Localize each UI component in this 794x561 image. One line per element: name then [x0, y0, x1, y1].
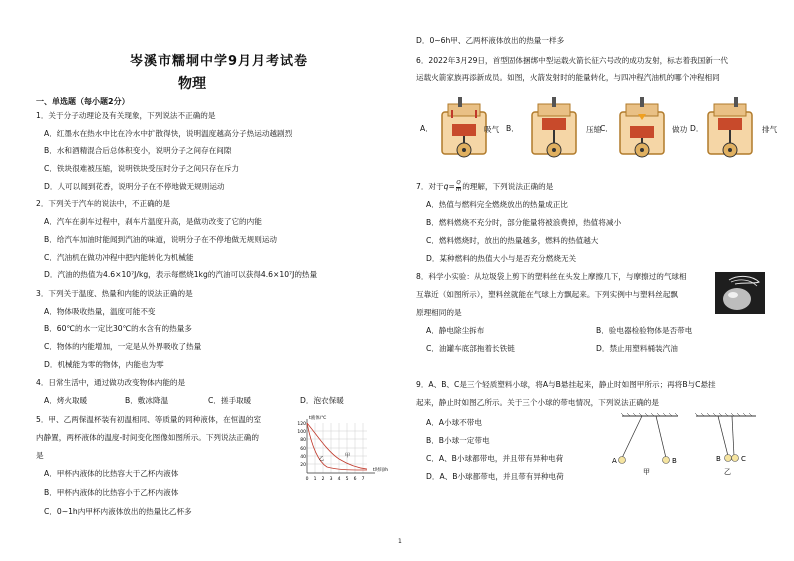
y-tick: 60 — [300, 447, 306, 452]
q9-stem-line1: 9．A、B、C是三个轻质塑料小球，将A与B悬挂起来，静止时如图甲所示；再将B与C悬挂 — [416, 380, 716, 389]
q9-option-d: D．A、B小球都带电，并且带有异种电荷 — [426, 472, 564, 481]
q8-option-d: D．禁止用塑料桶装汽油 — [596, 344, 678, 353]
q5-option-a: A．甲杯内液体的比热容大于乙杯内液体 — [44, 469, 179, 478]
q7-option-b: B．燃料燃烧不充分时，部分能量将被浪费掉，热值将减小 — [426, 218, 622, 227]
q2-option-d: D．汽油的热值为4.6×10⁷J/kg，表示每燃烧1kg的汽油可以获得4.6×10⁷J的热量 — [44, 270, 318, 279]
q5-option-c: C．0~1h内甲杯内液体放出的热量比乙杯多 — [44, 507, 192, 516]
engine-compression-diagram — [524, 96, 584, 166]
x-tick: 3 — [329, 477, 333, 482]
q6-label-power: 做功 — [672, 125, 688, 134]
exam-title: 岑溪市糯垌中学9月月考试卷 — [130, 54, 309, 69]
section-heading: 一、单选题（每小题2分） — [36, 97, 130, 106]
x-tick: 1 — [313, 477, 317, 482]
q1-option-d: D．人可以闻到花香，说明分子在不停地做无规则运动 — [44, 182, 225, 191]
q5-option-d: D．0~6h甲、乙两杯液体放出的热量一样多 — [416, 36, 565, 45]
q1-option-b: B．水和酒精混合后总体积变小，说明分子之间存在间隙 — [44, 146, 232, 155]
curve-yi — [307, 423, 367, 470]
ball-label: B — [672, 457, 677, 465]
q4-option-a: A．烤火取暖 — [44, 396, 88, 405]
q1-stem: 1．关于分子动理论及有关现象，下列说法不正确的是 — [36, 111, 216, 120]
exam-subject: 物理 — [178, 76, 206, 92]
figure-yi — [695, 413, 756, 476]
q2-option-a: A．汽车在刹车过程中，刹车片温度升高，是做功改变了它的内能 — [44, 217, 262, 226]
q7-fraction — [456, 181, 461, 193]
q6-option-d: D． — [690, 124, 704, 133]
q5-temperature-graph — [297, 413, 393, 487]
q1-option-a: A．红墨水在热水中比在冷水中扩散得快，说明温度越高分子热运动越剧烈 — [44, 129, 293, 138]
ball-label: C — [741, 455, 746, 463]
q8-option-b: B．验电器检验物体是否带电 — [596, 326, 693, 335]
q4-option-c: C．搓手取暖 — [208, 396, 252, 405]
q5-stem-line3: 是 — [36, 451, 44, 460]
q6-label-compression: 压缩 — [586, 125, 602, 134]
q6-label-intake: 吸气 — [484, 125, 500, 134]
page-number: 1 — [398, 538, 402, 545]
q2-option-b: B．给汽车加油时能闻到汽油的味道，说明分子在不停地做无规则运动 — [44, 235, 278, 244]
y-tick: 120 — [297, 422, 306, 427]
q7-denominator: m — [455, 186, 462, 193]
y-tick: 100 — [297, 430, 306, 435]
q9-option-b: B．B小球一定带电 — [426, 436, 490, 445]
q7-stem-post: 的理解，下列说法正确的是 — [462, 182, 554, 191]
q3-option-d: D．机械能为零的物体，内能也为零 — [44, 360, 164, 369]
figure-caption: 甲 — [643, 468, 650, 476]
engine-exhaust-diagram — [700, 96, 760, 166]
q9-option-a: A．A小球不带电 — [426, 418, 482, 427]
q3-option-b: B．60℃的水一定比30℃的水含有的热量多 — [44, 324, 192, 333]
q7-stem — [416, 181, 553, 193]
x-tick: 6 — [353, 477, 357, 482]
x-tick: 0 — [305, 477, 309, 482]
q8-stem-line2: 互靠近（如图所示），塑料丝就能在气球上方飘起来。下列实例中与塑料丝起飘 — [416, 290, 678, 299]
q4-stem: 4．日常生活中，通过做功改变物体内能的是 — [36, 378, 186, 387]
q8-stem-line1: 8．科学小实验：从垃圾袋上剪下的塑料丝在头发上摩擦几下，与摩擦过的气球相 — [416, 272, 687, 281]
q7-numerator: Q — [456, 180, 461, 186]
q7-option-c: C．燃料燃烧时，放出的热量越多，燃料的热值越大 — [426, 236, 599, 245]
q3-stem: 3．下列关于温度、热量和内能的说法正确的是 — [36, 289, 193, 298]
q6-label-exhaust: 排气 — [762, 125, 778, 134]
q7-option-a: A．热值与燃料完全燃烧放出的热量成正比 — [426, 200, 568, 209]
graph-ylabel: t液体/℃ — [309, 416, 327, 421]
q7-stem-pre: 7．对于 — [416, 182, 444, 191]
q9-option-c: C．A、B小球都带电，并且带有异种电荷 — [426, 454, 564, 463]
q2-option-c: C．汽油机在做功冲程中把内能转化为机械能 — [44, 253, 194, 262]
figure-caption: 乙 — [724, 468, 731, 476]
figure-jia — [612, 413, 678, 476]
q7-formula-q: q — [443, 182, 449, 191]
y-tick: 20 — [300, 463, 306, 468]
q4-option-d: D．泡衣保暖 — [300, 396, 344, 405]
q9-stem-line2: 起来，静止时如图乙所示。关于三个小球的带电情况，下列说法正确的是 — [416, 398, 659, 407]
q6-stem-line1: 6．2022年3月29日，首型固体捆绑中型运载火箭长征六号改的成功发射，标志着我国新一代 — [416, 56, 729, 65]
label-yi: 乙 — [319, 456, 325, 462]
q8-option-c: C．油罐车底部拖着长铁链 — [426, 344, 515, 353]
q9-pendulum-figures — [600, 412, 770, 484]
q5-stem-line1: 5．甲、乙两保温杯装有初温相同、等质量的同种液体，在恒温的室 — [36, 415, 262, 424]
ball-label: A — [612, 457, 617, 465]
y-tick: 40 — [300, 455, 306, 460]
q4-option-b: B．敷冰降温 — [125, 396, 169, 405]
engine-power-diagram — [612, 96, 672, 166]
ball-label: B — [716, 455, 721, 463]
q8-option-a: A．静电除尘拆布 — [426, 326, 485, 335]
q7-formula-eq: = — [448, 182, 455, 191]
balloon-photo — [715, 272, 765, 314]
graph-xlabel: t时间/h — [373, 468, 389, 473]
label-jia: 甲 — [345, 453, 351, 459]
q7-option-d: D．某种燃料的热值大小与是否充分燃烧无关 — [426, 254, 577, 263]
q8-stem-line3: 原理相同的是 — [416, 308, 462, 317]
q5-stem-line2: 内静置，两杯液体的温度-时间变化图像如图所示。下列说法正确的 — [36, 433, 259, 442]
x-tick: 2 — [321, 477, 325, 482]
x-tick: 5 — [345, 477, 349, 482]
q3-option-a: A．物体吸收热量，温度可能不变 — [44, 307, 156, 316]
q3-option-c: C．物体的内能增加，一定是从外界吸收了热量 — [44, 342, 202, 351]
y-tick: 80 — [300, 438, 306, 443]
q2-stem: 2．下列关于汽车的说法中，不正确的是 — [36, 199, 170, 208]
x-tick: 7 — [361, 477, 365, 482]
q6-option-b: B． — [506, 124, 519, 133]
q6-stem-line2: 运载火箭家族再添新成员。如图，火箭发射时的能量转化，与四冲程汽油机的哪个冲程相同 — [416, 73, 720, 82]
x-tick: 4 — [337, 477, 341, 482]
q6-option-a: A． — [420, 124, 433, 133]
q6-option-c: C． — [600, 124, 613, 133]
q5-option-b: B．甲杯内液体的比热容小于乙杯内液体 — [44, 488, 179, 497]
curve-jia — [307, 423, 367, 469]
q1-option-c: C．铁块很难被压缩，说明铁块受压时分子之间只存在斥力 — [44, 164, 240, 173]
